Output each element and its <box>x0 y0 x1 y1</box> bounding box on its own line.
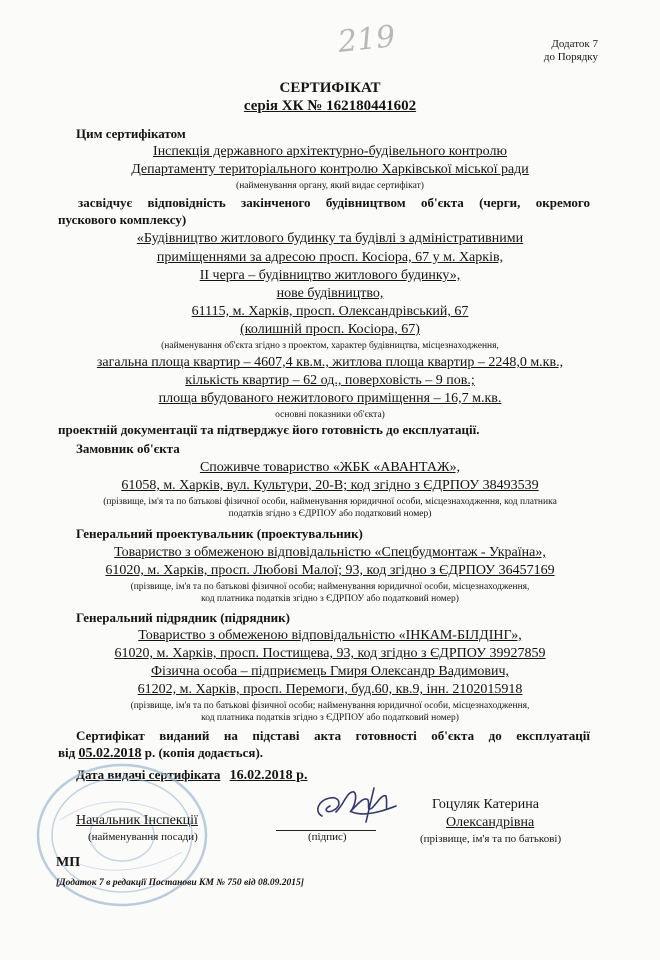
object-indicators-caption: основні показники об'єкта) <box>275 410 385 420</box>
object-conclusion: проектній документації та підтверджує його готовність до експлуатації. <box>58 422 480 437</box>
contractor-line2: 61020, м. Харків, просп. Постищева, 93, код згідно з ЄДРПОУ 39927859 <box>114 646 546 661</box>
basis-line1: Сертифікат виданий на підставі акта готовності об'єкта до експлуатації <box>76 728 590 743</box>
issuer-name-line1: Інспекція державного архітектурно-будівельного контролю <box>153 144 507 159</box>
customer-line2: 61058, м. Харків, вул. Культури, 20-В; код згідно з ЄДРПОУ 38493539 <box>121 478 539 493</box>
contractor-caption1: (прізвище, ім'я та по батькові фізичної особи; найменування юридичної особи, місцезнаходження, <box>130 701 530 711</box>
certifies-line2: пускового комплексу) <box>58 212 187 227</box>
object-line5: 61115, м. Харків, просп. Олександрівський, 67 <box>191 304 469 319</box>
signatory-position: Начальник Інспекції <box>76 813 198 828</box>
customer-line1: Споживче товариство «ЖБК «АВАНТАЖ», <box>199 460 461 475</box>
handwritten-mark: 219 <box>336 19 397 60</box>
object-caption: (найменування об'єкта згідно з проектом, характер будівництва, місцезнаходження, <box>161 341 499 351</box>
annex-to: до Порядку <box>543 51 598 63</box>
object-line2: приміщеннями за адресою просп. Косіора, 67 у м. Харків, <box>156 250 504 265</box>
annex-number: Додаток 7 <box>551 38 598 50</box>
issuer-name-line2: Департаменту територіального контролю Харківської міської ради <box>131 162 529 177</box>
stamp-place: МП <box>56 855 81 870</box>
annex-note <box>544 38 598 64</box>
object-line3: ІІ черга – будівництво житлового будинку», <box>199 268 461 283</box>
certificate-series: серія ХК № 162180441602 <box>243 98 417 114</box>
issuer-caption: (найменування органу, який видає сертифікат) <box>236 181 424 191</box>
basis-act-date: 05.02.2018 <box>78 746 142 761</box>
designer-line2: 61020, м. Харків, просп. Любові Малої; 93, код згідно з ЄДРПОУ 36457169 <box>105 563 555 578</box>
handwritten-signature <box>300 782 410 830</box>
position-caption: (найменування посади) <box>88 831 198 843</box>
signature-caption: (підпис) <box>308 831 347 843</box>
object-line4: нове будівництво, <box>276 286 384 301</box>
customer-label: Замовник об'єкта <box>76 441 180 456</box>
object-indicators-line2: кількість квартир – 62 од., поверховість – 9 пов.; <box>185 373 475 388</box>
object-line6: (колишній просп. Косіора, 67) <box>240 322 420 337</box>
designer-label: Генеральний проектувальник (проектувальник) <box>76 526 363 541</box>
customer-caption2: податків згідно з ЄДРПОУ або податковий номер) <box>228 509 432 519</box>
object-indicators-line3: площа вбудованого нежитлового приміщення – 16,7 м.кв. <box>158 391 502 406</box>
contractor-line3: Фізична особа – підприємець Гмиря Олександр Вадимович, <box>150 664 510 679</box>
customer-caption1: (прізвище, ім'я та по батькові фізичної особи, найменування юридичної особи, місцезнаходження, код платника <box>103 497 557 507</box>
certificate-title: СЕРТИФІКАТ <box>279 80 381 96</box>
contractor-label: Генеральний підрядник (підрядник) <box>76 610 290 625</box>
signatory-name-line2: Олександрівна <box>446 815 535 830</box>
designer-caption1: (прізвище, ім'я та по батькові фізичної особи; найменування юридичної особи, місцезнаходження, <box>130 582 530 592</box>
contractor-line4: 61202, м. Харків, просп. Перемоги, буд.60, кв.9, інн. 2102015918 <box>137 682 523 697</box>
issuer-intro: Цим сертифікатом <box>76 126 186 141</box>
certifies-line1: засвідчує відповідність закінченого будівництвом об'єкта (черги, окремого <box>78 195 590 210</box>
signatory-name-line1: Гоцуляк Катерина <box>432 797 540 812</box>
name-caption: (прізвище, ім'я та по батькові) <box>420 833 562 845</box>
basis-prefix: від <box>58 745 76 760</box>
footnote: [Додаток 7 в редакції Постанови КМ № 750 від 08.09.2015] <box>56 878 304 888</box>
issue-date-label: Дата видачі сертифіката <box>76 767 221 782</box>
contractor-caption2: код платника податків згідно з ЄДРПОУ або податковий номер) <box>201 713 459 723</box>
contractor-line1: Товариство з обмеженою відповідальністю «ІНКАМ-БІЛДІНГ», <box>138 628 522 643</box>
basis-suffix: р. (копія додається). <box>144 745 264 760</box>
object-indicators-line1: загальна площа квартир – 4607,4 кв.м., житлова площа квартир – 2248,0 м.кв., <box>96 355 564 370</box>
designer-line1: Товариство з обмеженою відповідальністю «Спецбудмонтаж - Україна», <box>114 545 546 560</box>
designer-caption2: код платника податків згідно з ЄДРПОУ або податковий номер) <box>201 594 459 604</box>
issue-date-value: 16.02.2018 р. <box>229 768 308 783</box>
object-line1: «Будівництво житлового будинку та будівлі з адміністративними <box>136 231 524 246</box>
